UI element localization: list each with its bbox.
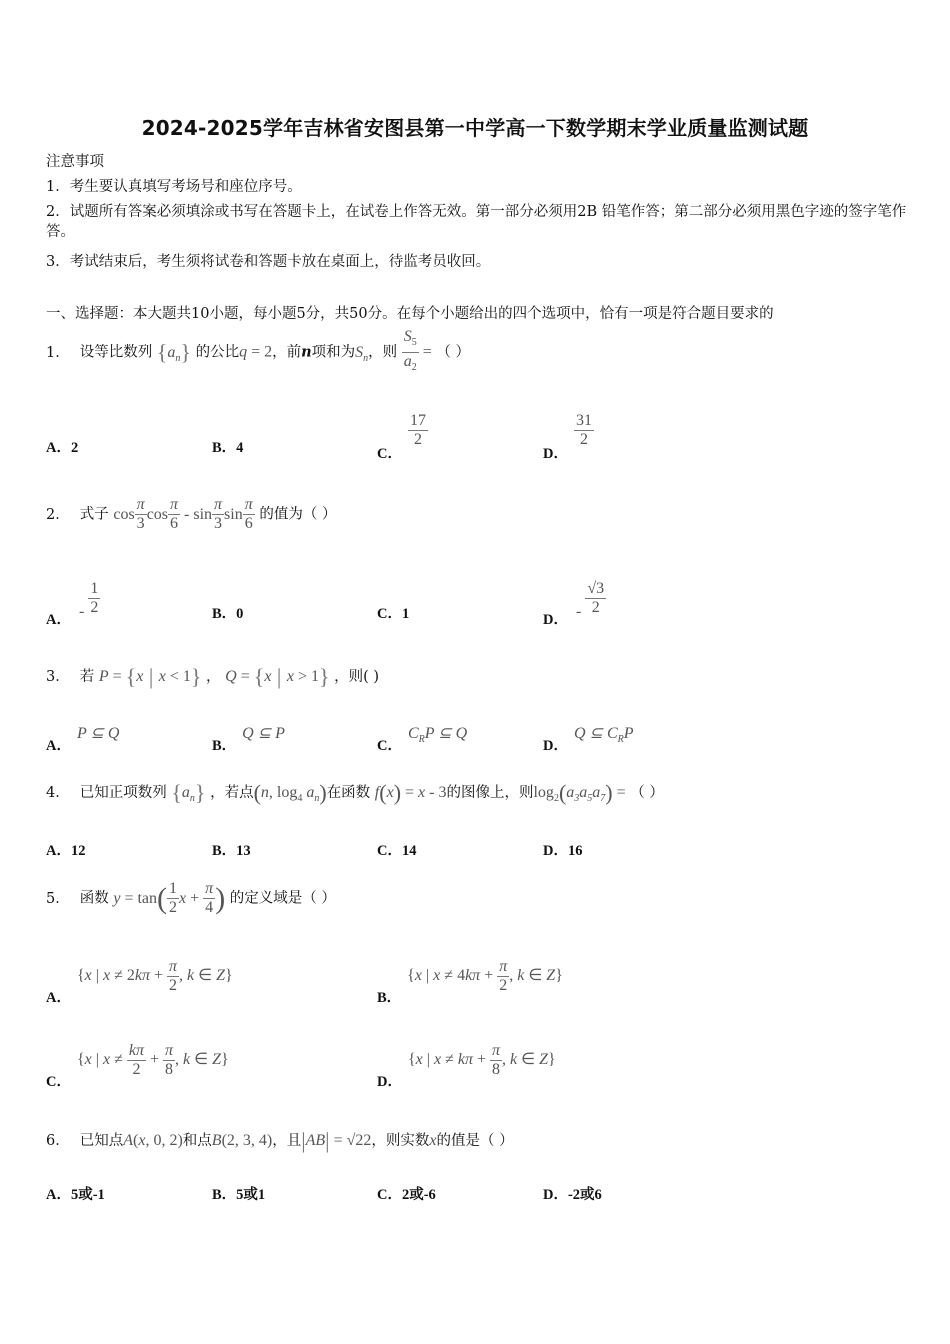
question-text: n [301, 343, 312, 361]
question-text: 已知点 [79, 1133, 124, 1149]
question-text: 函数 [79, 890, 109, 907]
option-a[interactable]: A．12 [46, 843, 86, 859]
formula: $\frac{S_5}{a_2}$ [403, 328, 417, 373]
option-b[interactable]: B．0 [212, 606, 244, 622]
question-text: ，则实数 [371, 1133, 430, 1149]
question-text: 式子 [79, 506, 109, 523]
formula: $\frac{17}{2}$ [409, 412, 426, 448]
question-text: ，若点 [210, 785, 254, 801]
option-d[interactable]: D． - $\frac{√3}{2}$ [543, 580, 605, 628]
option-d[interactable]: D．Q ⊆ $C_RP$ [543, 725, 634, 754]
question-text: 在函数 [326, 785, 371, 801]
question-text: 和点 [182, 1133, 212, 1149]
option-c[interactable]: C．1 [377, 606, 410, 622]
option-c[interactable]: C．2或-6 [377, 1187, 436, 1203]
formula: y = tan( $\frac{1}{2}$ x + $\frac{\pi}{4}$ ) [113, 880, 226, 916]
question-number: 2． [46, 506, 70, 523]
question-text: （ ） [630, 785, 664, 801]
question-number: 1． [46, 344, 70, 361]
question-number: 5． [46, 890, 70, 907]
formula: {x | x ≠ 4kπ + $\frac{\pi}{2}$ , k ∈ Z} [407, 958, 563, 994]
question-text: 的值是（ ） [436, 1133, 514, 1149]
option-d[interactable]: D．{x | x ≠ kπ + $\frac{\pi}{8}$ , k ∈ Z} [377, 1042, 556, 1090]
formula: B(2, 3, 4) [211, 1132, 273, 1149]
formula: P ⊆ Q [76, 725, 120, 742]
question-text: （ ） [436, 344, 471, 361]
formula: $\{a_n\}$ [171, 780, 206, 805]
question-5 [46, 880, 336, 917]
option-c[interactable]: C． $\frac{17}{2}$ [377, 412, 426, 462]
option-b[interactable]: B．Q ⊆ P [212, 725, 285, 754]
formula: P = {x | x < 1} [98, 664, 202, 689]
formula: Q = {x | x > 1} [225, 664, 330, 689]
question-text: ， [206, 669, 221, 685]
option-b[interactable]: B．{x | x ≠ 4kπ + $\frac{\pi}{2}$ , k ∈ Z} [377, 958, 563, 1006]
formula: |AB| = √22 [301, 1128, 372, 1153]
option-b[interactable]: B．5或1 [212, 1187, 266, 1203]
option-d[interactable]: D．16 [543, 843, 583, 859]
formula: $\frac{√3}{2}$ [587, 580, 605, 616]
option-d[interactable]: D．-2或6 [543, 1187, 602, 1203]
option-c[interactable]: C．14 [377, 843, 417, 859]
formula: Q ⊆ $C_RP$ [573, 725, 634, 745]
question-text: 若 [79, 669, 95, 685]
question-text: 项和为 [311, 344, 356, 361]
formula: $\frac{1}{2}$ [90, 580, 99, 616]
formula: $S_n$ [355, 343, 369, 364]
question-number: 3． [46, 669, 70, 685]
option-a[interactable]: A．5或-1 [46, 1187, 105, 1203]
option-c[interactable]: C．$C_RP$ ⊆ Q [377, 725, 468, 754]
question-number: 4． [46, 785, 70, 801]
formula: {x | x ≠ 2kπ + $\frac{\pi}{2}$ , k ∈ Z} [76, 958, 233, 994]
question-text: 的值为（ ） [259, 506, 337, 523]
formula: x [429, 1132, 437, 1149]
option-a[interactable]: A．P ⊆ Q [46, 725, 120, 754]
note-item-2: 2．试题所有答案必须填涂或书写在答题卡上，在试卷上作答无效。第一部分必须用2B 铅笔作答；第二部分必须用黑色字迹的签字笔作答。 [46, 204, 907, 240]
formula: A(x, 0, 2) [123, 1132, 183, 1149]
formula: $C_RP$ ⊆ Q [407, 725, 468, 745]
question-6 [46, 1128, 514, 1154]
option-c[interactable]: C．{x | x ≠ $\frac{k\pi}{2}$ + $\frac{\pi}{8}$ , k ∈ Z} [46, 1042, 229, 1090]
formula: f(x) = x - 3 [374, 780, 447, 805]
notes-heading: 注意事项 [46, 154, 104, 170]
formula: { [156, 339, 168, 365]
question-text: ，则 [368, 344, 398, 361]
option-b[interactable]: B．13 [212, 843, 251, 859]
option-d[interactable]: D． $\frac{31}{2}$ [543, 412, 592, 462]
formula: cos $\frac{\pi}{3}$ cos $\frac{\pi}{6}$ - sin $\frac{\pi}{3}$ sin $\frac{\pi}{6}$ [113, 496, 253, 532]
question-text: ，前 [272, 344, 302, 361]
note-item-1: 1．考生要认真填写考场号和座位序号。 [46, 179, 302, 195]
option-a[interactable]: A．2 [46, 440, 79, 456]
question-text: 设等比数列 [79, 344, 153, 361]
option-a[interactable]: A．{x | x ≠ 2kπ + $\frac{\pi}{2}$ , k ∈ Z} [46, 958, 233, 1006]
question-1: 1． 设等比数列 $\{a_n\}$ 的公比q = 2，前n项和为$S_n$，则 $\frac{S_5}{a_2}$ = （ ） [46, 328, 470, 377]
question-number: 6． [46, 1133, 70, 1149]
formula: $\frac{31}{2}$ [575, 412, 592, 448]
formula: $\log_2(a_3a_5a_7)$ = [533, 780, 626, 805]
formula: {x | x ≠ kπ + $\frac{\pi}{8}$ , k ∈ Z} [407, 1042, 556, 1078]
formula: Q ⊆ P [242, 725, 285, 742]
question-text: 已知正项数列 [79, 785, 167, 801]
question-text: 的定义域是（ ） [229, 890, 336, 907]
formula: (n, $\log_4 a_n$) [253, 780, 327, 805]
option-a[interactable]: A． - $\frac{1}{2}$ [46, 580, 99, 628]
formula: {x | x ≠ $\frac{k\pi}{2}$ + $\frac{\pi}{8}$ , k ∈ Z} [76, 1042, 229, 1078]
question-text: 的公比 [195, 344, 240, 361]
page-title: 2024-2025学年吉林省安图县第一中学高一下数学期末学业质量监测试题 [141, 116, 809, 140]
question-text: ，则( ) [334, 669, 380, 685]
section-heading: 一、选择题：本大题共10小题，每小题5分，共50分。在每个小题给出的四个选项中，恰有一项是符合题目要求的 [46, 306, 774, 322]
formula: q [239, 343, 248, 361]
question-3 [46, 664, 379, 690]
question-text: ，且 [272, 1133, 302, 1149]
question-4 [46, 780, 664, 806]
question-2 [46, 496, 336, 533]
question-text: 的图像上，则 [446, 785, 534, 801]
option-b[interactable]: B．4 [212, 440, 244, 456]
note-item-3: 3．考试结束后，考生须将试卷和答题卡放在桌面上，待监考员收回。 [46, 254, 491, 270]
